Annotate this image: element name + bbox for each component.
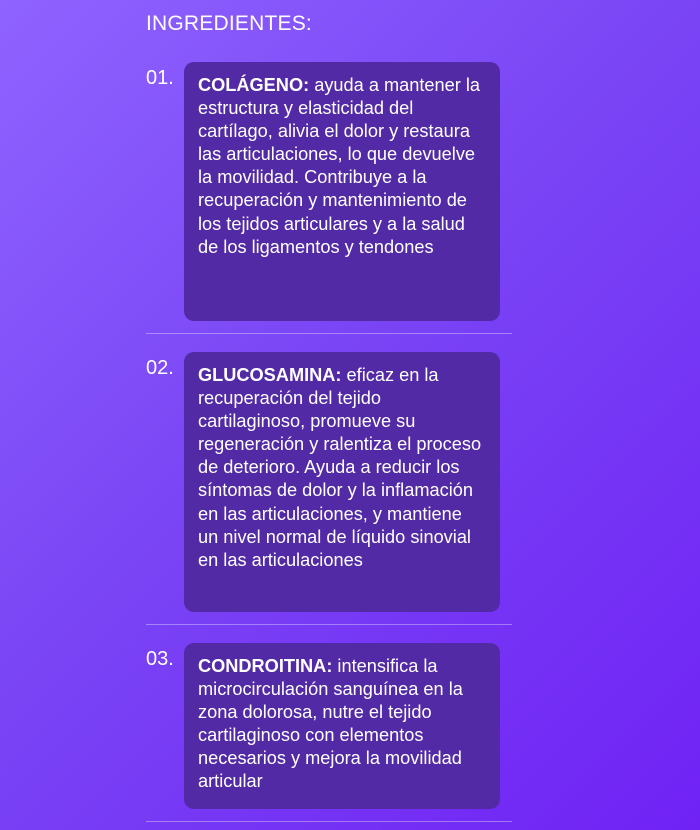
- divider: [146, 333, 512, 334]
- ingredient-title: GLUCOSAMINA:: [198, 365, 342, 385]
- ingredient-card: [184, 643, 500, 809]
- ingredient-title: COLÁGENO:: [198, 75, 310, 95]
- ingredient-number: 01.: [146, 67, 174, 89]
- divider: [146, 821, 512, 822]
- ingredient-number: 03.: [146, 648, 174, 670]
- divider: [146, 624, 512, 625]
- ingredient-description: ayuda a mantener la estructura y elasticidad del cartílago, alivia el dolor y restaura las articulaciones, lo que devuelve la movilidad. Contribuye a la recuperación y mantenimiento de los tejidos articulares y a la salud de los ligamentos y tendones: [198, 75, 481, 257]
- ingredient-title: CONDROITINA:: [198, 656, 333, 676]
- ingredient-description: intensifica la microcirculación sanguínea en la zona dolorosa, nutre el tejido cartilaginoso con elementos necesarios y mejora la movilidad articular: [198, 656, 463, 792]
- ingredient-description: eficaz en la recuperación del tejido cartilaginoso, promueve su regeneración y ralentiza el proceso de deterioro. Ayuda a reducir los síntomas de dolor y la inflamación en las articulaciones, y mantiene un nivel normal de líquido sinovial en las articulaciones: [198, 365, 482, 570]
- ingredient-card: [184, 62, 500, 321]
- ingredient-number: 02.: [146, 357, 174, 379]
- ingredient-card: [184, 352, 500, 612]
- section-heading: INGREDIENTES:: [146, 12, 312, 35]
